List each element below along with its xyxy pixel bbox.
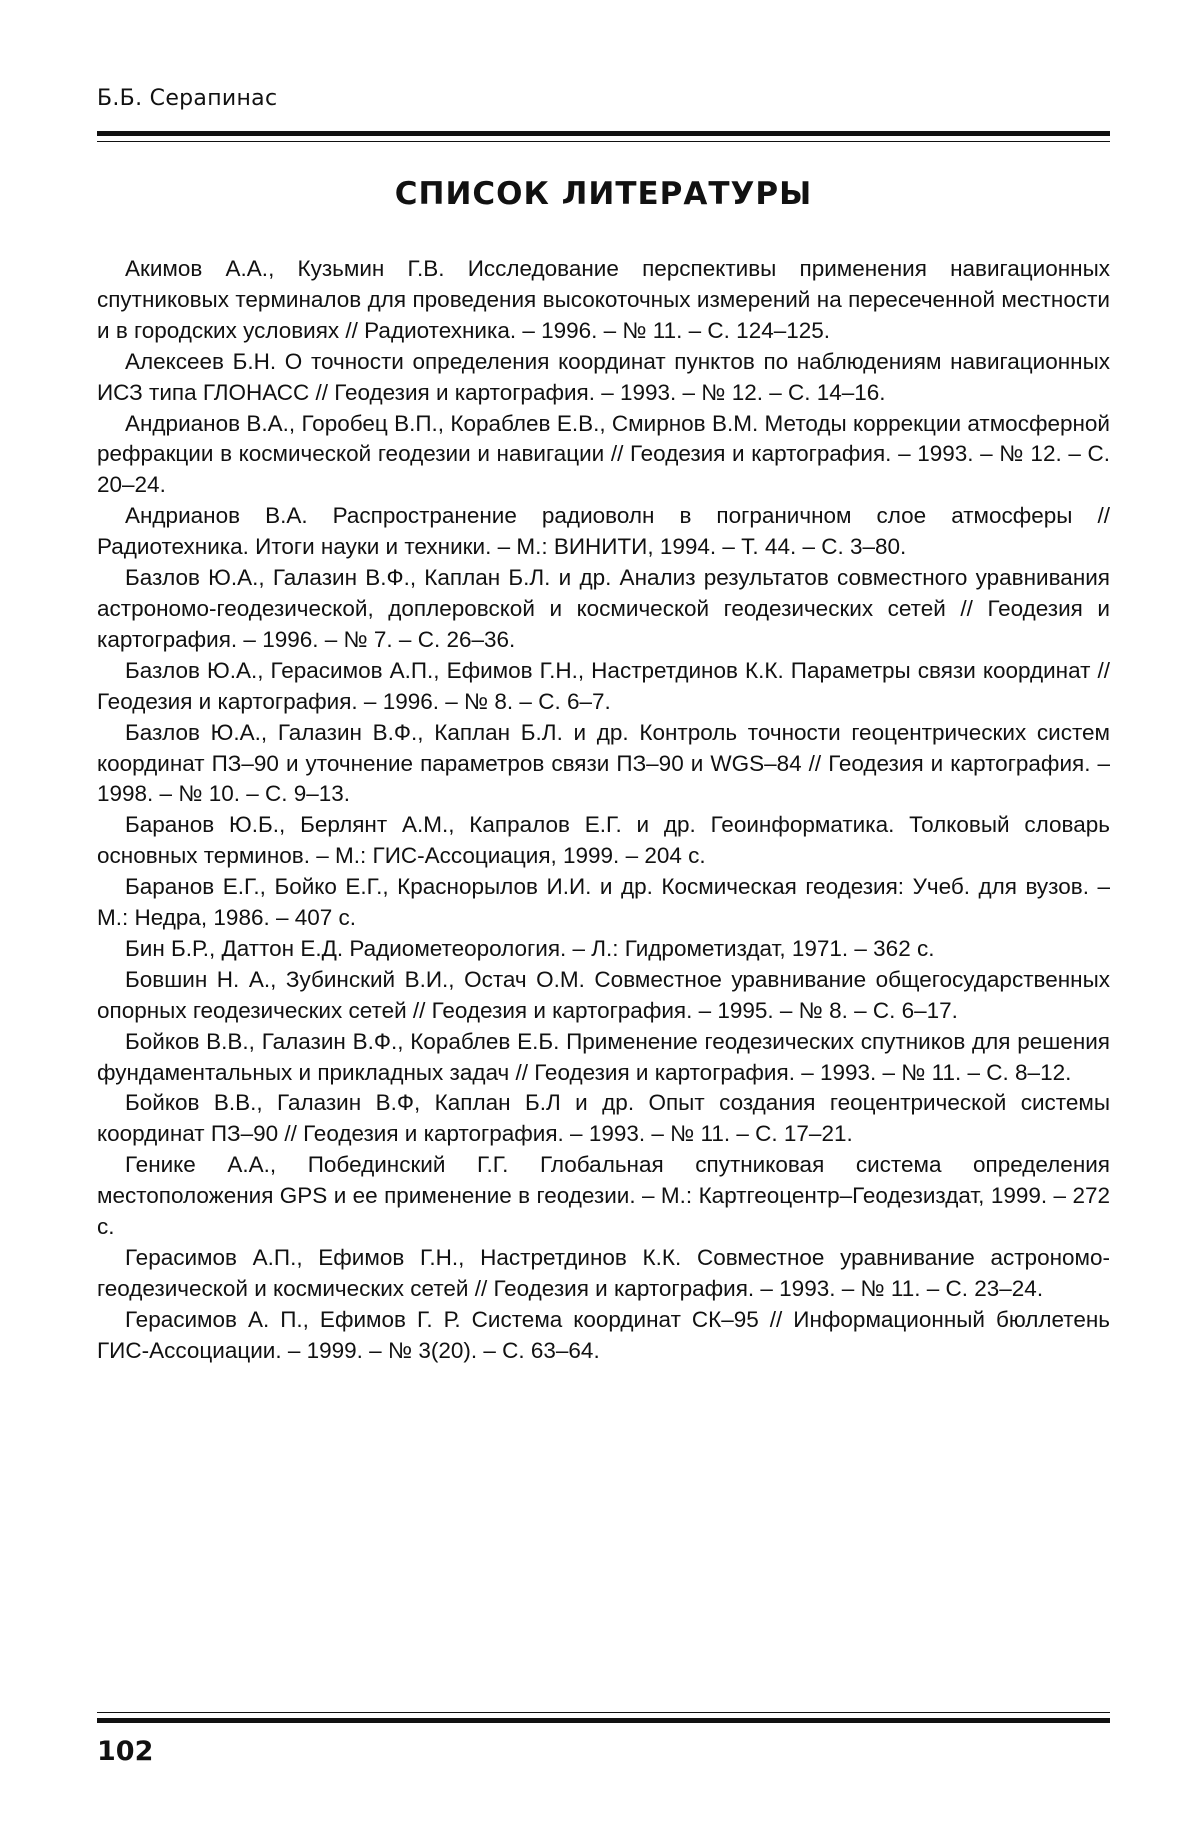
- reference-entry: Базлов Ю.А., Галазин В.Ф., Каплан Б.Л. и др. Контроль точности геоцентрических систем координат ПЗ–90 и уточнение параметров связи ПЗ–90 и WGS–84 // Геодезия и картография. – 1998. – № 10. – С. 9–13.: [97, 719, 1110, 807]
- reference-entry: Базлов Ю.А., Галазин В.Ф., Каплан Б.Л. и др. Анализ результатов совместного уравнивания астрономо-геодезической, доплеровской и космической геодезических сетей // Геодезия и картография. – 1996. – № 7. – С. 26–36.: [97, 565, 1110, 652]
- reference-entry: Баранов Е.Г., Бойко Е.Г., Краснорылов И.И. и др. Космическая геодезия: Учеб. для вузов. – М.: Недра, 1986. – 407 с.: [97, 874, 1110, 931]
- reference-entry: Акимов А.А., Кузьмин Г.В. Исследование перспективы применения навигационных спутниковых терминалов для проведения высокоточных измерений на пересеченной местности и в городских условиях // Радиотехника. – 1996. – № 11. – С. 124–125.: [97, 256, 1110, 343]
- bottom-rule-thick: [97, 1718, 1110, 1723]
- reference-entry: Бойков В.В., Галазин В.Ф, Каплан Б.Л и др. Опыт создания геоцентрической системы координат ПЗ–90 // Геодезия и картография. – 1993. – № 11. – С. 17–21.: [97, 1090, 1110, 1147]
- reference-entry: Бин Б.Р., Даттон Е.Д. Радиометеорология. – Л.: Гидрометиздат, 1971. – 362 с.: [125, 935, 935, 961]
- reference-entry: Базлов Ю.А., Герасимов А.П., Ефимов Г.Н., Настретдинов К.К. Параметры связи координат // Геодезия и картография. – 1996. – № 8. – С. 6–7.: [97, 657, 1110, 714]
- reference-entry: Генике А.А., Побединский Г.Г. Глобальная спутниковая система определения местоположения GPS и ее применение в геодезии. – М.: Картгеоцентр–Геодезиздат, 1999. – 272 с.: [97, 1152, 1110, 1240]
- reference-entry: Баранов Ю.Б., Берлянт А.М., Капралов Е.Г. и др. Геоинформатика. Толковый словарь основных терминов. – М.: ГИС-Ассоциация, 1999. – 204 с.: [97, 812, 1110, 869]
- reference-list: [97, 254, 1110, 1367]
- section-title: СПИСОК ЛИТЕРАТУРЫ: [394, 176, 813, 212]
- page-number: 102: [97, 1736, 154, 1767]
- reference-entry: Андрианов В.А. Распространение радиоволн в пограничном слое атмосферы // Радиотехника. Итоги науки и техники. – М.: ВИНИТИ, 1994. – Т. 44. – С. 3–80.: [97, 503, 1110, 560]
- reference-entry: Алексеев Б.Н. О точности определения координат пунктов по наблюдениям навигационных ИСЗ типа ГЛОНАСС // Геодезия и картография. – 1993. – № 12. – С. 14–16.: [97, 348, 1110, 405]
- reference-entry: Герасимов А.П., Ефимов Г.Н., Настретдинов К.К. Совместное уравнивание астрономо-геодезической и космических сетей // Геодезия и картография. – 1993. – № 11. – С. 23–24.: [97, 1245, 1110, 1301]
- top-rule-thin: [97, 141, 1110, 142]
- reference-entry: Андрианов В.А., Горобец В.П., Кораблев Е.В., Смирнов В.М. Методы коррекции атмосферной рефракции в космической геодезии и навигации // Геодезия и картография. – 1993. – № 12. – С. 20–24.: [97, 410, 1110, 498]
- reference-entry: Бовшин Н. А., Зубинский В.И., Остач О.М. Совместное уравнивание общегосударственных опорных геодезических сетей // Геодезия и картография. – 1995. – № 8. – С. 6–17.: [97, 966, 1110, 1023]
- top-rule-thick: [97, 131, 1110, 136]
- reference-entry: Герасимов А. П., Ефимов Г. Р. Система координат СК–95 // Информационный бюллетень ГИС-Ассоциации. – 1999. – № 3(20). – С. 63–64.: [97, 1306, 1110, 1363]
- reference-entry: Бойков В.В., Галазин В.Ф., Кораблев Е.Б. Применение геодезических спутников для решения фундаментальных и прикладных задач // Геодезия и картография. – 1993. – № 11. – С. 8–12.: [97, 1028, 1110, 1085]
- running-header: Б.Б. Серапинас: [97, 86, 278, 111]
- bottom-rule-thin: [97, 1712, 1110, 1713]
